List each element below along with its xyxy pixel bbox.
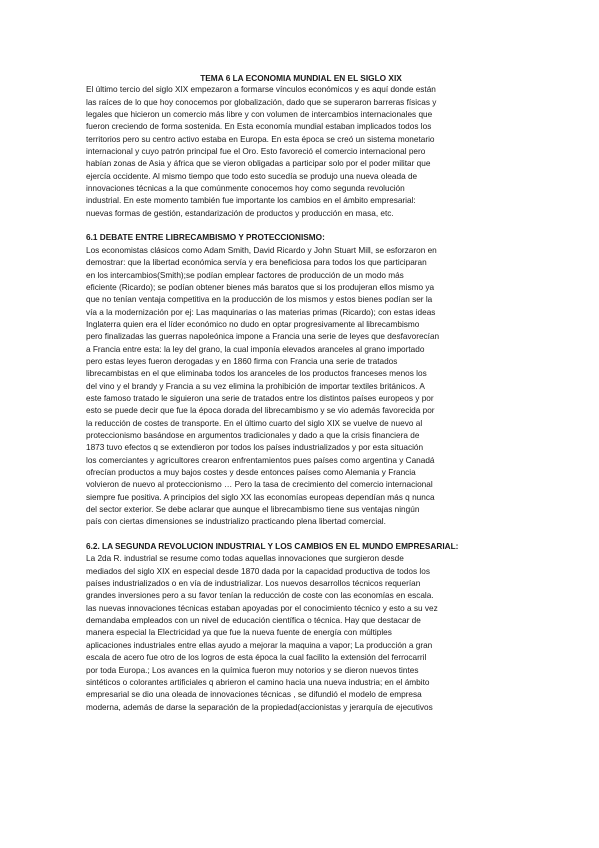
paragraph-gap: [86, 529, 516, 541]
text-line: El último tercio del siglo XIX empezaron a formarse vínculos económicos y es aquí donde están: [86, 85, 436, 95]
intro-paragraph: [86, 84, 516, 220]
text-line: manera especial la Electricidad ya que fue la nueva fuente de energía con múltiples: [86, 628, 392, 638]
text-line: eficiente (Ricardo); se podían obtener bienes más baratos que si los produjeran ellos mismo ya: [86, 282, 435, 292]
text-line: Los economistas clásicos como Adam Smith, David Ricardo y John Stuart Mill, se esforzaron en: [86, 245, 437, 255]
text-line: este famoso tratado le siguieron una serie de tratados entre los distintos países europeos y por: [86, 393, 434, 403]
text-line: pero estas leyes fueron derogadas y en 1860 firma con Francia una serie de tratados: [86, 356, 398, 366]
section-heading: 6.2. LA SEGUNDA REVOLUCION INDUSTRIAL Y LOS CAMBIOS EN EL MUNDO EMPRESARIAL:: [86, 542, 459, 552]
text-line: en los intercambios(Smith);se podían emplear factores de producción de un modo más: [86, 270, 404, 280]
text-line: fueron creciendo de forma sostenida. En Esta economía mundial estaban implicados todos los: [86, 122, 432, 132]
text-line: sintéticos o colorantes artificiales q abrieron el camino hacia una nueva industria; en el ámbito: [86, 677, 430, 687]
text-line: ejercía occidente. Al mismo tiempo que todo esto sucedía se produjo una nueva oleada de: [86, 171, 418, 181]
text-line: territorios pero su centro activo estaba en Europa. En esta época se creó un sistema monetario: [86, 134, 435, 144]
text-line: países industrializados o en vía de industrializar. Los nuevos desarrollos técnicos requerían: [86, 579, 421, 589]
text-line: 1873 tuvo efectos q se extendieron por todos los países industrializados y por esta situación: [86, 443, 424, 453]
text-line: los comerciantes y agricultores crearon enfrentamientos pues países como argentina y Canadá: [86, 455, 435, 465]
text-line: internacional y cuyo patrón principal fue el Oro. Esto favoreció el comercio internacional pero: [86, 147, 426, 157]
section-segunda-revolucion: [86, 541, 516, 714]
section-heading: 6.1 DEBATE ENTRE LIBRECAMBISMO Y PROTECCIONISMO:: [86, 233, 325, 243]
text-line: Inglaterra quien era el líder económico no dudo en optar progresivamente al librecambismo: [86, 319, 420, 329]
text-line: escala de acero fue otro de los logros de esta época la cual facilito la extensión del ferrocarril: [86, 653, 427, 663]
text-line: a Francia entre esta: la ley del grano, la cual imponía elevados aranceles al grano importado: [86, 344, 425, 354]
text-line: moderna, además de darse la separación de la propiedad(accionistas y jerarquía de ejecutivos: [86, 702, 433, 712]
text-line: mediados del siglo XIX en especial desde 1870 dada por la capacidad productiva de todos los: [86, 566, 430, 576]
text-line: La 2da R. industrial se resume como todas aquellas innovaciones que surgieron desde: [86, 554, 404, 564]
text-line: ofrecían productos a muy bajos costes y desde entonces países como Alemania y Francia: [86, 468, 416, 477]
text-line: industrial. En este momento también fue importante los cambios en el ámbito empresarial:: [86, 196, 416, 206]
text-line: país con ciertas dimensiones se industrializo practicando plena libertad comercial.: [86, 517, 386, 527]
document-body: [86, 72, 516, 714]
text-line: grandes inversiones pero a su favor tenían la reducción de coste con las economías en escala.: [86, 591, 434, 601]
text-line: la reducción de costes de transporte. En el último cuarto del siglo XIX se vuelve de nuevo al: [86, 418, 423, 428]
text-line: esto se puede decir que fue la época dorada del librecambismo y se vio además favorecida por: [86, 406, 435, 416]
page-title: TEMA 6 LA ECONOMIA MUNDIAL EN EL SIGLO XIX: [200, 73, 402, 83]
text-line: aplicaciones industriales entre ellas ayudo a mejorar la maquina a vapor; La producción a gran: [86, 640, 433, 650]
text-line: las nuevas innovaciones técnicas estaban apoyadas por el conocimiento técnico y esto a su vez: [86, 603, 438, 613]
text-line: proteccionismo basándose en argumentos tradicionales y dado a que la crisis financiera de: [86, 430, 420, 440]
text-line: demandaba empleados con un nivel de educación científica o técnica. Hay que destacar de: [86, 616, 421, 626]
text-line: librecambistas en el que eliminaba todos los aranceles de los productos franceses menos los: [86, 369, 427, 379]
text-line: legales que hicieron un comercio más libre y con volumen de intercambios internacionales que: [86, 110, 433, 120]
text-line: por toda Europa.; Los avances en la química fueron muy notorios y se dieron nuevos tintes: [86, 665, 419, 675]
text-line: empresarial se dio una oleada de innovaciones técnicas , se difundió el modelo de empresa: [86, 690, 422, 700]
text-line: volvieron de nuevo al proteccionismo … Pero la tasa de crecimiento del comercio internacional: [86, 480, 433, 490]
text-line: habían zonas de Asia y áfrica que se vieron obligadas a participar solo por el poder militar que: [86, 159, 431, 169]
text-line: las raíces de lo que hoy conocemos por globalización, dado que se superaron barreras físicas y: [86, 97, 437, 107]
text-line: innovaciones técnicas a la que comúnmente conocemos hoy como segunda revolución: [86, 184, 405, 194]
text-line: que no tenían ventaja competitiva en la producción de los mismos y estos bienes podían ser la: [86, 295, 433, 305]
paragraph-gap: [86, 220, 516, 232]
text-line: del sector exterior. Se debe aclarar que aunque el librecambismo tiene sus ventajas ningún: [86, 505, 420, 515]
text-line: pero finalizadas las guerras napoleónica impone a Francia una serie de leyes que desfavorecían: [86, 332, 440, 342]
section-librecambismo: [86, 232, 516, 528]
text-line: demostrar: que la libertad económica servía y era beneficiosa para todos los que participaran: [86, 258, 427, 268]
text-line: vía a la modernización por ej: Las maquinarias o las materias primas (Ricardo); con estas ideas: [86, 307, 436, 317]
text-line: nuevas formas de gestión, estandarización de productos y producción en masa, etc.: [86, 208, 394, 218]
text-line: del vino y el brandy y Francia a su vez elimina la prohibición de importar textiles británicos. A: [86, 381, 425, 391]
text-line: siempre fue positiva. A principios del siglo XX las economías europeas dependían más q nunca: [86, 492, 435, 502]
